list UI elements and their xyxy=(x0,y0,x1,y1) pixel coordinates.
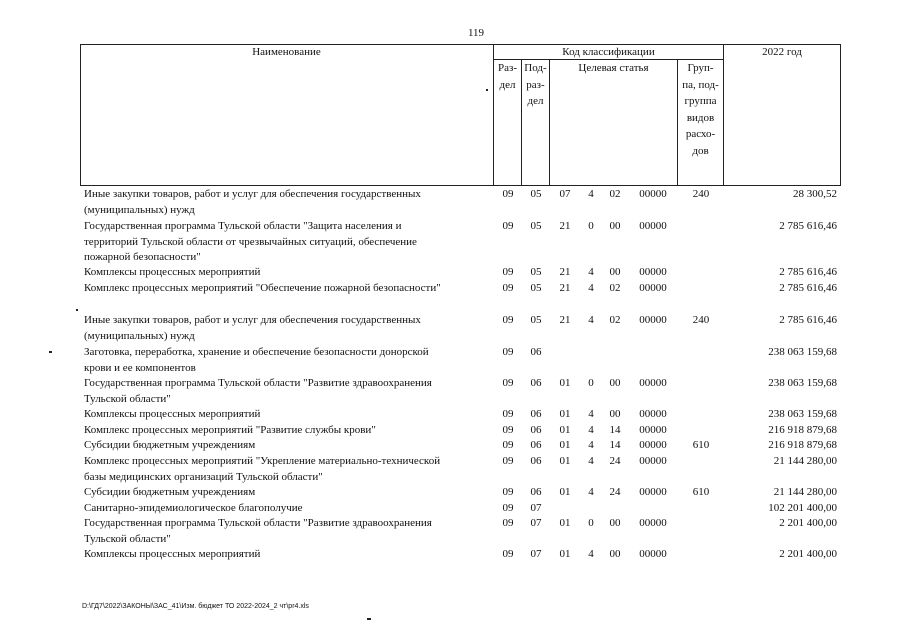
scan-speck xyxy=(367,618,371,620)
cell-amount: 238 063 159,68 xyxy=(768,408,837,420)
row-name xyxy=(84,454,492,485)
cell-group: 610 xyxy=(692,439,710,451)
cell-target-sub: 00 xyxy=(609,517,621,529)
row-name-line: Комплексы процессных мероприятий xyxy=(84,548,261,560)
cell-target-direction: 00000 xyxy=(639,408,667,420)
cell-razdel: 09 xyxy=(502,377,514,389)
cell-amount: 21 144 280,00 xyxy=(773,455,837,467)
row-name-line: Комплекс процессных мероприятий "Укрепление материально-технической xyxy=(84,455,441,467)
row-name-line: Субсидии бюджетным учреждениям xyxy=(84,439,256,451)
header-podrazdel-line: Под- xyxy=(524,62,547,74)
cell-target-direction: 00000 xyxy=(639,188,667,200)
cell-razdel: 09 xyxy=(502,502,514,514)
cell-podrazdel: 05 xyxy=(530,188,542,200)
cell-razdel: 09 xyxy=(502,517,514,529)
cell-target-sub: 24 xyxy=(609,455,621,467)
row-name-line: пожарной безопасности" xyxy=(84,251,201,263)
cell-target-sub: 00 xyxy=(609,548,621,560)
cell-target-type: 4 xyxy=(588,424,594,436)
cell-razdel: 09 xyxy=(502,486,514,498)
cell-target-direction: 00000 xyxy=(639,266,667,278)
cell-target-program: 01 xyxy=(559,377,571,389)
header-group-line: па, под- xyxy=(682,78,719,91)
header-right-border xyxy=(840,44,841,186)
header-bottom-border xyxy=(80,185,841,186)
cell-target-program: 21 xyxy=(559,266,571,278)
cell-podrazdel: 05 xyxy=(530,220,542,232)
header-group-line: видов xyxy=(686,111,715,124)
row-name-line: Тульской области" xyxy=(84,532,171,545)
row-name-line: (муниципальных) нужд xyxy=(84,329,195,342)
cell-razdel: 09 xyxy=(502,220,514,232)
cell-podrazdel: 06 xyxy=(530,424,542,436)
row-name xyxy=(84,407,492,423)
cell-target-sub: 00 xyxy=(609,408,621,420)
row-name-line: Государственная программа Тульской области "Развитие здравоохранения xyxy=(84,517,432,529)
row-name xyxy=(84,485,492,501)
header-razdel-line: Раз- xyxy=(497,62,517,74)
cell-target-program: 07 xyxy=(559,188,571,200)
cell-amount: 2 201 400,00 xyxy=(779,548,837,560)
cell-razdel: 09 xyxy=(502,548,514,560)
cell-amount: 2 785 616,46 xyxy=(779,282,837,294)
row-name-line: базы медицинских организаций Тульской области" xyxy=(84,470,323,483)
cell-podrazdel: 07 xyxy=(530,502,542,514)
header-podrazdel-line: дел xyxy=(527,95,544,107)
cell-target-direction: 00000 xyxy=(639,282,667,294)
cell-podrazdel: 05 xyxy=(530,282,542,294)
row-name-line: Санитарно-эпидемиологическое благополучие xyxy=(84,502,303,514)
header-razdel-line: дел xyxy=(499,78,516,91)
cell-target-direction: 00000 xyxy=(639,424,667,436)
cell-target-type: 0 xyxy=(588,220,594,232)
header-sep-group xyxy=(723,44,724,186)
cell-podrazdel: 06 xyxy=(530,439,542,451)
row-name-line: Субсидии бюджетным учреждениям xyxy=(84,486,256,498)
row-name-line: Государственная программа Тульской области "Развитие здравоохранения xyxy=(84,377,432,389)
row-name xyxy=(84,187,492,218)
cell-target-sub: 02 xyxy=(609,282,621,294)
row-name-line: территорий Тульской области от чрезвычайных ситуаций, обеспечение xyxy=(84,235,417,248)
cell-target-type: 4 xyxy=(588,408,594,420)
row-name xyxy=(84,516,492,547)
cell-amount: 238 063 159,68 xyxy=(768,377,837,389)
row-name xyxy=(84,501,492,517)
cell-amount: 2 785 616,46 xyxy=(779,220,837,232)
scan-speck xyxy=(486,89,488,91)
row-name xyxy=(84,376,492,407)
cell-amount: 216 918 879,68 xyxy=(768,439,837,451)
header-podrazdel-line: раз- xyxy=(526,78,545,91)
cell-razdel: 09 xyxy=(502,424,514,436)
cell-target-type: 0 xyxy=(588,377,594,389)
cell-target-program: 01 xyxy=(559,548,571,560)
cell-target-program: 01 xyxy=(559,424,571,436)
table-header xyxy=(80,44,841,186)
header-razdel xyxy=(494,60,521,93)
cell-podrazdel: 05 xyxy=(530,266,542,278)
cell-group: 610 xyxy=(692,486,710,498)
cell-target-program: 01 xyxy=(559,517,571,529)
header-left-border xyxy=(80,44,81,186)
cell-target-direction: 00000 xyxy=(639,548,667,560)
row-name-line: (муниципальных) нужд xyxy=(84,203,195,216)
cell-group: 240 xyxy=(692,188,710,200)
row-name-line: Комплекс процессных мероприятий "Обеспечение пожарной безопасности" xyxy=(84,282,441,294)
header-group-line: Груп- xyxy=(687,62,714,74)
row-name xyxy=(84,547,492,563)
header-year: 2022 год xyxy=(762,46,802,58)
header-sep-podrazdel xyxy=(549,59,550,186)
cell-target-type: 4 xyxy=(588,188,594,200)
cell-target-direction: 00000 xyxy=(639,377,667,389)
header-name: Наименование xyxy=(252,46,321,58)
cell-razdel: 09 xyxy=(502,266,514,278)
cell-target-program: 01 xyxy=(559,455,571,467)
cell-target-sub: 00 xyxy=(609,220,621,232)
row-name-line: крови и ее компонентов xyxy=(84,361,196,374)
row-name-line: Комплексы процессных мероприятий xyxy=(84,266,261,278)
header-group-line: дов xyxy=(692,144,709,157)
cell-podrazdel: 06 xyxy=(530,486,542,498)
cell-razdel: 09 xyxy=(502,439,514,451)
cell-target-program: 21 xyxy=(559,314,571,326)
cell-target-type: 4 xyxy=(588,266,594,278)
header-target: Целевая статья xyxy=(578,62,649,74)
cell-amount: 2 201 400,00 xyxy=(779,517,837,529)
cell-podrazdel: 07 xyxy=(530,517,542,529)
cell-target-type: 4 xyxy=(588,439,594,451)
cell-target-program: 01 xyxy=(559,486,571,498)
scan-speck xyxy=(49,351,52,353)
row-name-line: Государственная программа Тульской области "Защита населения и xyxy=(84,220,402,232)
cell-target-type: 0 xyxy=(588,517,594,529)
cell-target-direction: 00000 xyxy=(639,314,667,326)
cell-target-sub: 02 xyxy=(609,314,621,326)
cell-razdel: 09 xyxy=(502,188,514,200)
cell-razdel: 09 xyxy=(502,314,514,326)
cell-amount: 216 918 879,68 xyxy=(768,424,837,436)
row-name xyxy=(84,345,492,376)
cell-podrazdel: 06 xyxy=(530,408,542,420)
cell-podrazdel: 05 xyxy=(530,314,542,326)
cell-target-sub: 14 xyxy=(609,439,621,451)
cell-target-program: 01 xyxy=(559,408,571,420)
header-group-line: группа xyxy=(684,95,717,107)
cell-target-direction: 00000 xyxy=(639,455,667,467)
cell-amount: 2 785 616,46 xyxy=(779,266,837,278)
row-name xyxy=(84,438,492,454)
cell-target-sub: 00 xyxy=(609,266,621,278)
row-name xyxy=(84,265,492,281)
cell-target-type: 4 xyxy=(588,282,594,294)
cell-target-direction: 00000 xyxy=(639,517,667,529)
cell-target-type: 4 xyxy=(588,486,594,498)
cell-target-type: 4 xyxy=(588,314,594,326)
cell-group: 240 xyxy=(692,314,710,326)
header-group xyxy=(678,60,723,159)
cell-razdel: 09 xyxy=(502,346,514,358)
cell-amount: 2 785 616,46 xyxy=(779,314,837,326)
cell-podrazdel: 06 xyxy=(530,346,542,358)
row-name-line: Заготовка, переработка, хранение и обеспечение безопасности донорской xyxy=(84,346,429,358)
cell-target-program: 21 xyxy=(559,220,571,232)
row-name xyxy=(84,313,492,344)
cell-target-direction: 00000 xyxy=(639,439,667,451)
cell-target-program: 01 xyxy=(559,439,571,451)
row-name-line: Комплекс процессных мероприятий "Развитие службы крови" xyxy=(84,424,376,436)
header-group-line: расхо- xyxy=(685,128,716,140)
row-name xyxy=(84,219,492,266)
cell-amount: 102 201 400,00 xyxy=(768,502,837,514)
cell-target-type: 4 xyxy=(588,548,594,560)
cell-target-sub: 00 xyxy=(609,377,621,389)
cell-target-sub: 14 xyxy=(609,424,621,436)
row-name-line: Комплексы процессных мероприятий xyxy=(84,408,261,420)
page-number: 119 xyxy=(467,27,485,39)
row-name xyxy=(84,281,492,297)
cell-razdel: 09 xyxy=(502,408,514,420)
cell-amount: 21 144 280,00 xyxy=(773,486,837,498)
cell-razdel: 09 xyxy=(502,282,514,294)
row-name xyxy=(84,423,492,439)
cell-target-direction: 00000 xyxy=(639,220,667,232)
cell-podrazdel: 06 xyxy=(530,377,542,389)
header-classification: Код классификации xyxy=(562,46,655,58)
cell-podrazdel: 07 xyxy=(530,548,542,560)
cell-amount: 28 300,52 xyxy=(793,188,837,200)
cell-target-direction: 00000 xyxy=(639,486,667,498)
row-name-line: Тульской области" xyxy=(84,392,171,405)
row-name-line: Иные закупки товаров, работ и услуг для обеспечения государственных xyxy=(84,188,421,200)
file-path-footer: D:\ГД7\2022\ЗАКОНЫ\ЗАС_41\Изм. бюджет ТО 2022-2024_2 чт\pr4.xls xyxy=(82,603,309,610)
header-podrazdel xyxy=(522,60,549,110)
cell-target-program: 21 xyxy=(559,282,571,294)
scan-speck xyxy=(76,309,78,311)
row-name-line: Иные закупки товаров, работ и услуг для обеспечения государственных xyxy=(84,314,421,326)
cell-razdel: 09 xyxy=(502,455,514,467)
cell-target-sub: 24 xyxy=(609,486,621,498)
cell-amount: 238 063 159,68 xyxy=(768,346,837,358)
cell-target-type: 4 xyxy=(588,455,594,467)
cell-target-sub: 02 xyxy=(609,188,621,200)
cell-podrazdel: 06 xyxy=(530,455,542,467)
